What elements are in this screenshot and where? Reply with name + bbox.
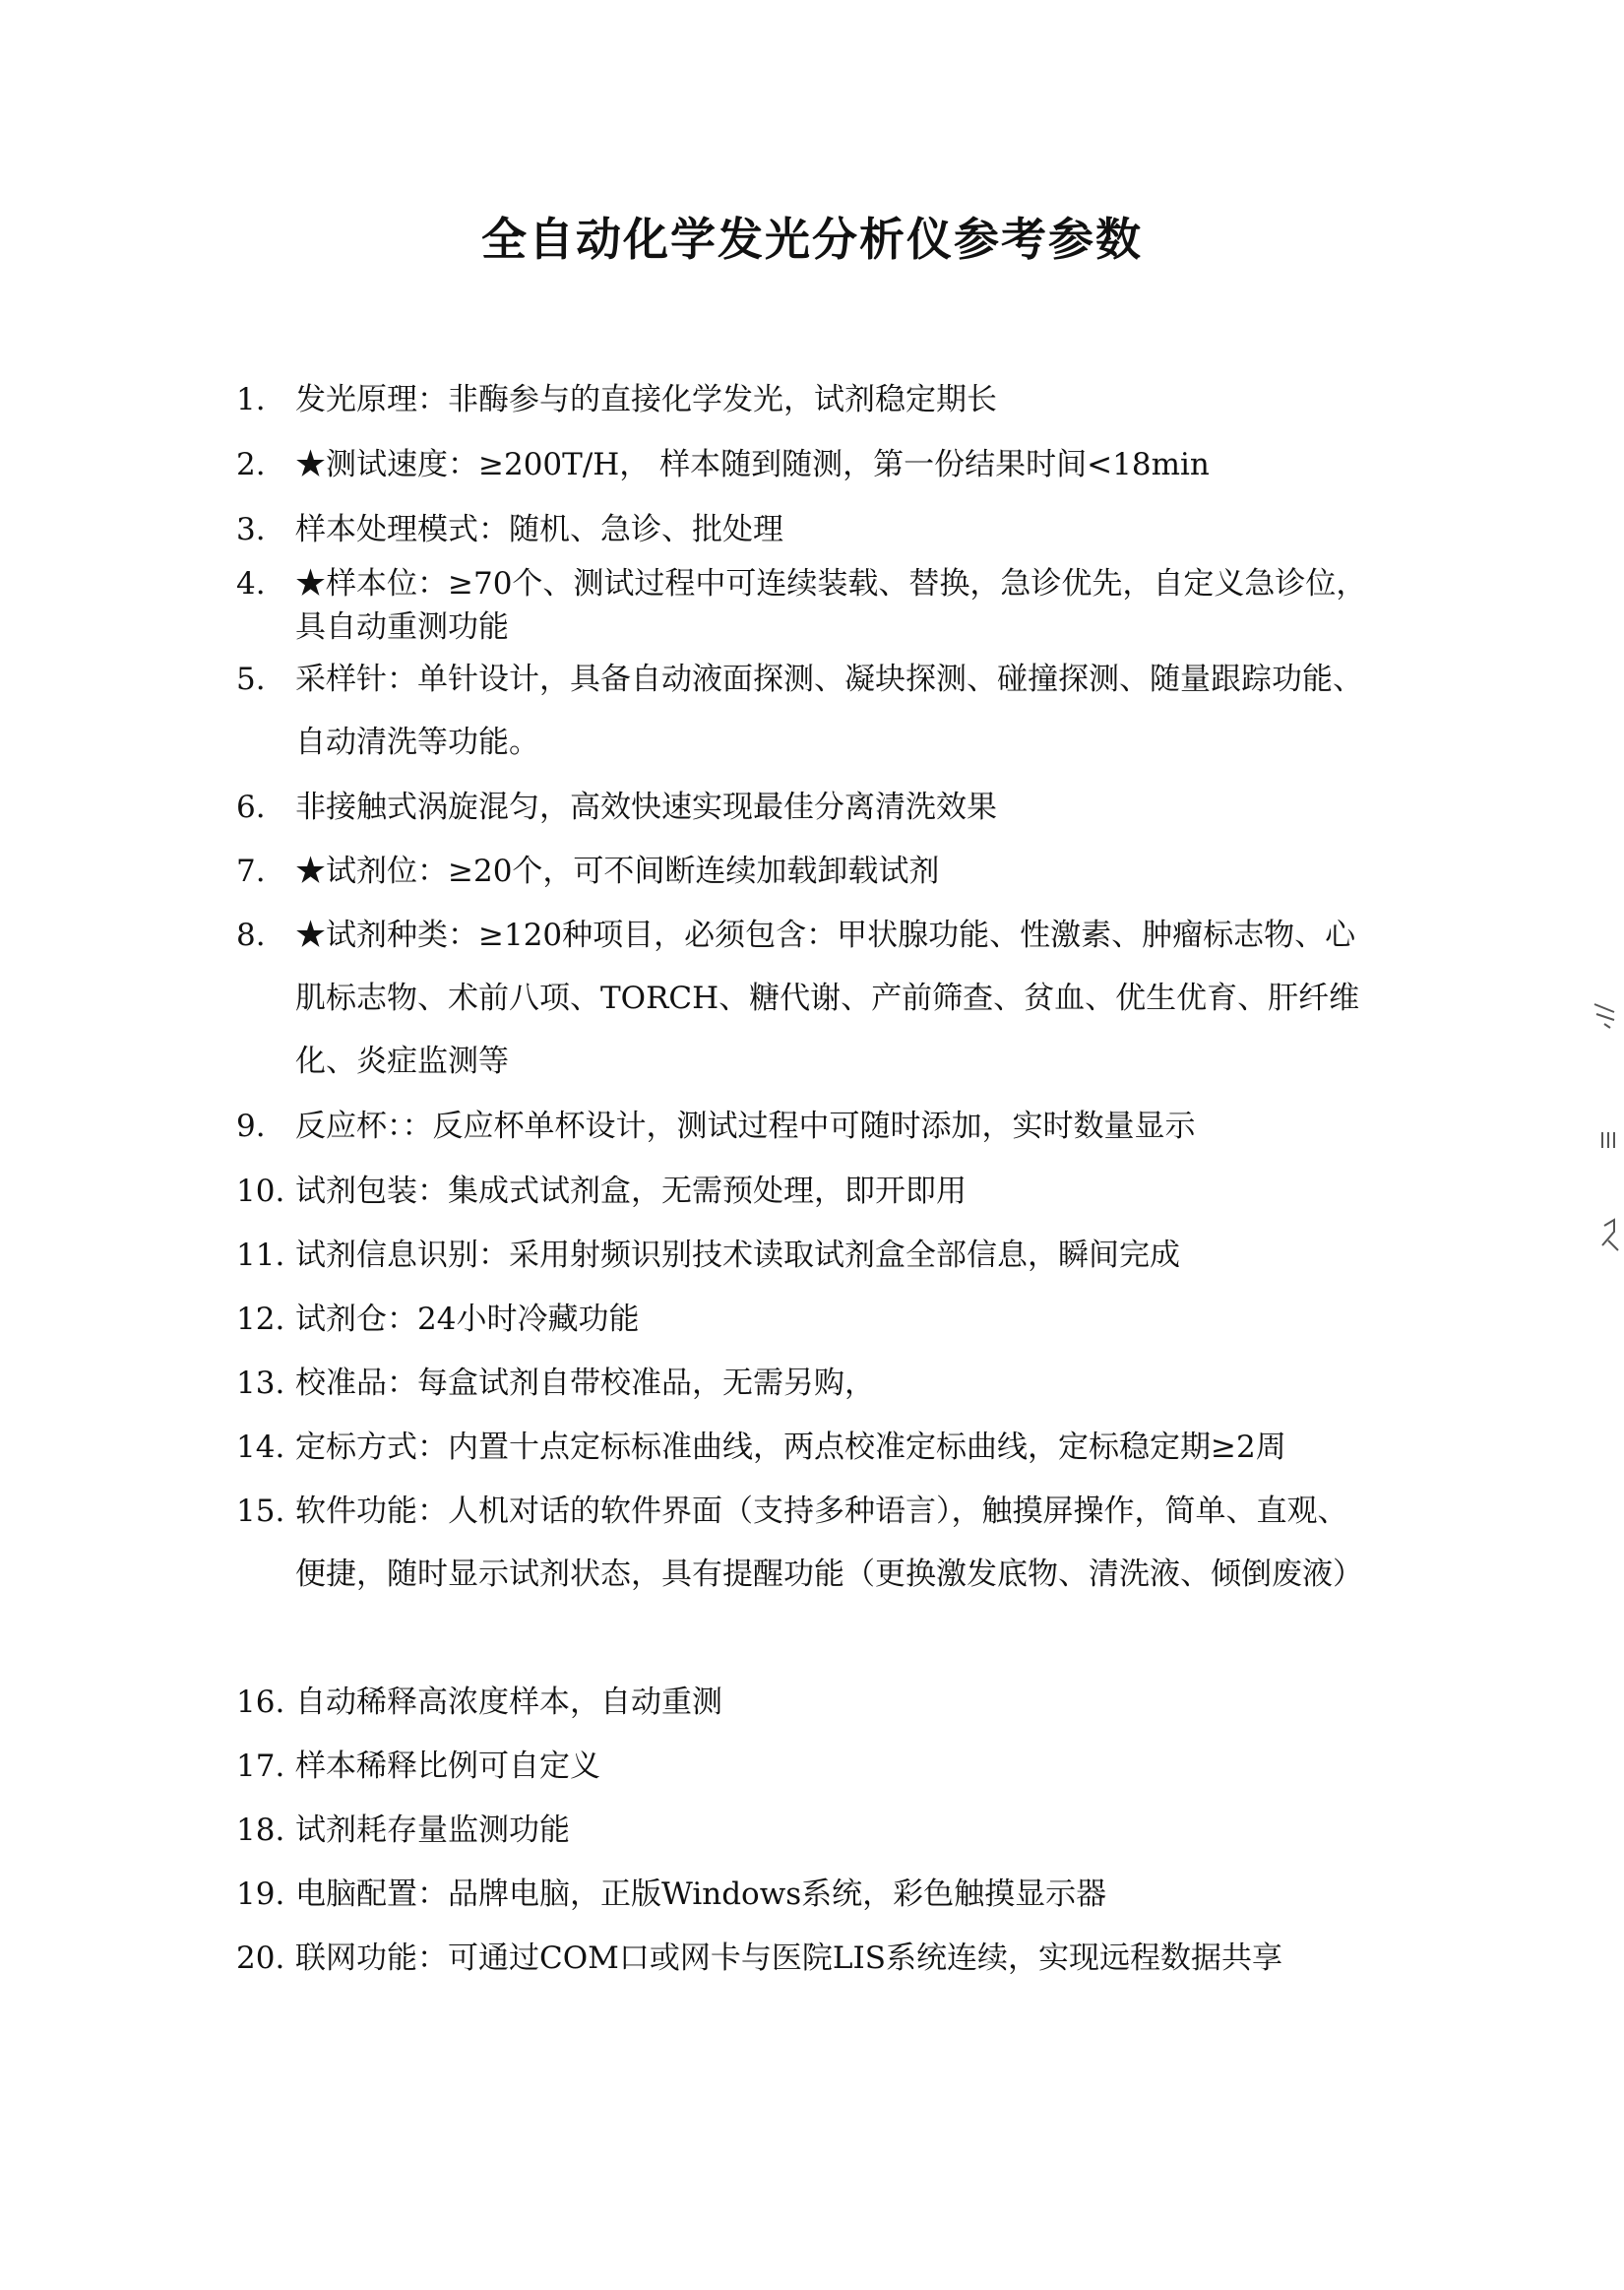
item-number: 9. — [236, 1109, 266, 1144]
item-text: 样本处理模式：随机、急诊、批处理 — [295, 512, 783, 547]
item-number: 1. — [236, 382, 266, 417]
item-number: 7. — [236, 854, 266, 889]
document-title: 全自动化学发光分析仪参考参数 — [481, 213, 1143, 266]
item-number: 10. — [236, 1174, 285, 1209]
item-text: ★试剂位：≥20个，可不间断连续加载卸载试剂 — [295, 854, 940, 889]
item-number: 20. — [236, 1940, 285, 1976]
item-text: 发光原理：非酶参与的直接化学发光，试剂稳定期长 — [295, 382, 997, 417]
item-text: 校准品：每盒试剂自带校准品，无需另购， — [295, 1366, 875, 1401]
item-number: 18. — [236, 1813, 285, 1848]
item-text: 试剂包装：集成式试剂盒，无需预处理，即开即用 — [295, 1174, 967, 1209]
item-text: 反应杯：：反应杯单杯设计，测试过程中可随时添加，实时数量显示 — [295, 1109, 1196, 1144]
item-number: 19. — [236, 1877, 285, 1912]
scan-marks — [1565, 985, 1624, 1280]
item-text: 自动稀释高浓度样本，自动重测 — [295, 1685, 722, 1720]
item-number: 14. — [236, 1430, 285, 1465]
item-text: ★测试速度：≥200T/H， 样本随到随测，第一份结果时间<18min — [295, 447, 1210, 482]
item-text: 试剂耗存量监测功能 — [295, 1813, 570, 1848]
item-number: 6. — [236, 790, 266, 825]
item-number: 4. — [236, 566, 266, 602]
item-number: 11. — [236, 1238, 285, 1273]
item-number: 2. — [236, 447, 266, 482]
item-text: ★样本位：≥70个、测试过程中可连续装载、替换，急诊优先，自定义急诊位，具自动重测功能 — [295, 566, 1367, 645]
item-number: 15. — [236, 1494, 285, 1529]
item-text: 电脑配置：品牌电脑，正版Windows系统，彩色触摸显示器 — [295, 1877, 1107, 1912]
item-text: ★试剂种类：≥120种项目，必须包含：甲状腺功能、性激素、肿瘤标志物、心肌标志物、术前八项、TORCH、糖代谢、产前筛查、贫血、优生优育、肝纤维化、炎症监测等 — [295, 918, 1360, 1079]
item-text: 定标方式：内置十点定标标准曲线，两点校准定标曲线，定标稳定期≥2周 — [295, 1430, 1286, 1465]
item-text: 联网功能：可通过COM口或网卡与医院LIS系统连续，实现远程数据共享 — [295, 1940, 1282, 1976]
item-text: 采样针：单针设计，具备自动液面探测、凝块探测、碰撞探测、随量跟踪功能、自动清洗等功能。 — [295, 662, 1363, 760]
item-number: 8. — [236, 918, 266, 953]
item-text: 软件功能：人机对话的软件界面（支持多种语言），触摸屏操作，简单、直观、便捷，随时显示试剂状态，具有提醒功能（更换激发底物、清洗液、倾倒废液） — [295, 1494, 1363, 1592]
item-number: 5. — [236, 662, 266, 697]
item-number: 13. — [236, 1366, 285, 1401]
item-text: 试剂信息识别：采用射频识别技术读取试剂盒全部信息，瞬间完成 — [295, 1238, 1180, 1273]
item-text: 非接触式涡旋混匀，高效快速实现最佳分离清洗效果 — [295, 790, 997, 825]
item-text: 试剂仓：24小时冷藏功能 — [295, 1302, 640, 1337]
item-number: 16. — [236, 1685, 285, 1720]
item-number: 12. — [236, 1302, 285, 1337]
item-number: 3. — [236, 512, 266, 547]
item-text: 样本稀释比例可自定义 — [295, 1749, 600, 1784]
item-number: 17. — [236, 1749, 285, 1784]
